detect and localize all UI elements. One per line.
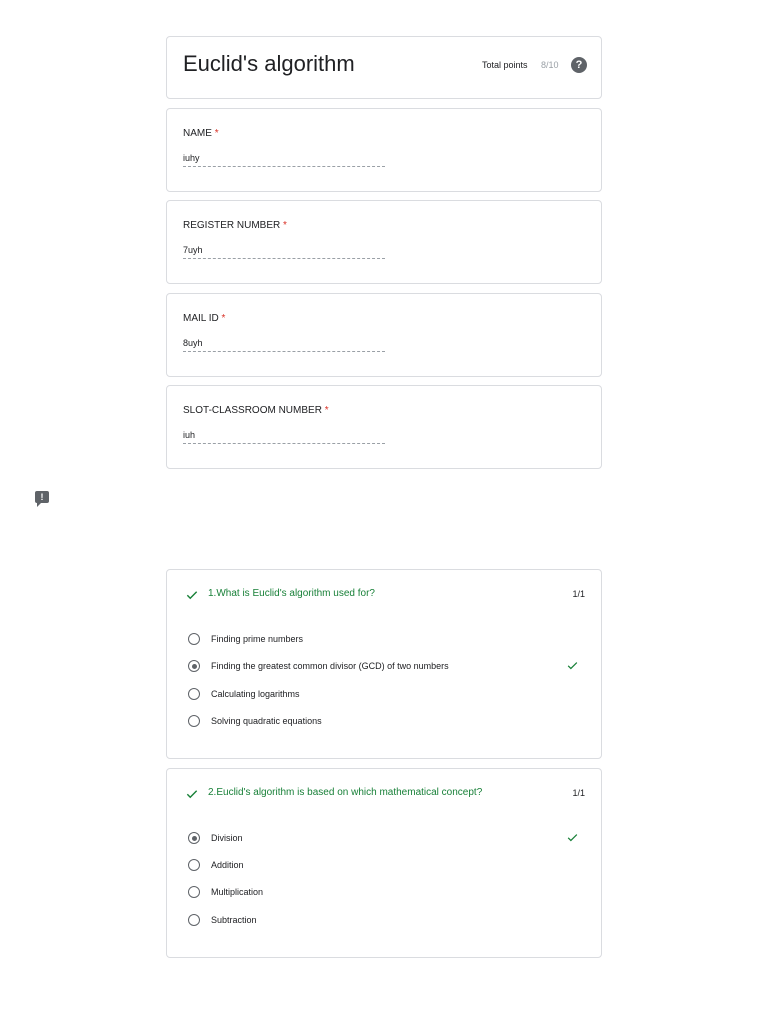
total-points-value: 8/10 bbox=[541, 60, 559, 70]
radio-button[interactable] bbox=[188, 633, 200, 645]
field-card-slot-classroom bbox=[166, 385, 602, 469]
radio-button-selected[interactable] bbox=[188, 832, 200, 844]
question-title: 2.Euclid's algorithm is based on which mathematical concept? bbox=[208, 787, 483, 798]
option-label: Finding the greatest common divisor (GCD) of two numbers bbox=[211, 661, 449, 671]
slot-classroom-field[interactable]: iuh bbox=[183, 430, 385, 444]
option-label: Calculating logarithms bbox=[211, 689, 300, 699]
total-points-label: Total points bbox=[482, 60, 528, 70]
field-card-mail-id bbox=[166, 293, 602, 377]
option-row[interactable] bbox=[188, 715, 588, 731]
option-label: Finding prime numbers bbox=[211, 634, 304, 644]
required-asterisk: * bbox=[283, 220, 287, 231]
option-label: Division bbox=[211, 833, 243, 843]
radio-button[interactable] bbox=[188, 688, 200, 700]
option-row[interactable] bbox=[188, 832, 588, 848]
field-card-register-number bbox=[166, 200, 602, 284]
register-number-field[interactable]: 7uyh bbox=[183, 245, 385, 259]
field-label: SLOT-CLASSROOM NUMBER * bbox=[183, 405, 329, 416]
required-asterisk: * bbox=[324, 405, 329, 416]
option-label: Solving quadratic equations bbox=[211, 716, 322, 726]
field-label: NAME * bbox=[183, 128, 219, 139]
correct-check-icon bbox=[185, 787, 199, 801]
question-card-1 bbox=[166, 569, 602, 759]
question-score: 1/1 bbox=[572, 589, 585, 599]
question-card-2 bbox=[166, 768, 602, 958]
mail-id-field[interactable]: 8uyh bbox=[183, 338, 385, 352]
option-label: Multiplication bbox=[211, 887, 264, 897]
option-row[interactable] bbox=[188, 914, 588, 930]
radio-button-selected[interactable] bbox=[188, 660, 200, 672]
field-card-name bbox=[166, 108, 602, 192]
radio-button[interactable] bbox=[188, 715, 200, 727]
option-label: Addition bbox=[211, 860, 244, 870]
question-score: 1/1 bbox=[572, 788, 585, 798]
required-asterisk: * bbox=[214, 128, 219, 139]
correct-answer-check-icon bbox=[566, 659, 579, 672]
option-label: Subtraction bbox=[211, 915, 257, 925]
form-title: Euclid's algorithm bbox=[183, 51, 355, 76]
option-row[interactable] bbox=[188, 688, 588, 704]
option-row[interactable] bbox=[188, 633, 588, 649]
correct-answer-check-icon bbox=[566, 831, 579, 844]
option-row[interactable] bbox=[188, 859, 588, 875]
report-feedback-icon[interactable]: ! bbox=[35, 491, 49, 503]
question-mark-icon[interactable]: ? bbox=[571, 57, 587, 73]
field-label: MAIL ID * bbox=[183, 313, 226, 324]
option-row[interactable] bbox=[188, 660, 588, 676]
name-field[interactable]: iuhy bbox=[183, 153, 385, 167]
radio-button[interactable] bbox=[188, 859, 200, 871]
option-row[interactable] bbox=[188, 886, 588, 902]
required-asterisk: * bbox=[221, 313, 226, 324]
field-label: REGISTER NUMBER * bbox=[183, 220, 287, 231]
radio-button[interactable] bbox=[188, 886, 200, 898]
question-title: 1.What is Euclid's algorithm used for? bbox=[208, 588, 375, 599]
form-header-card bbox=[166, 36, 602, 99]
radio-button[interactable] bbox=[188, 914, 200, 926]
correct-check-icon bbox=[185, 588, 199, 602]
